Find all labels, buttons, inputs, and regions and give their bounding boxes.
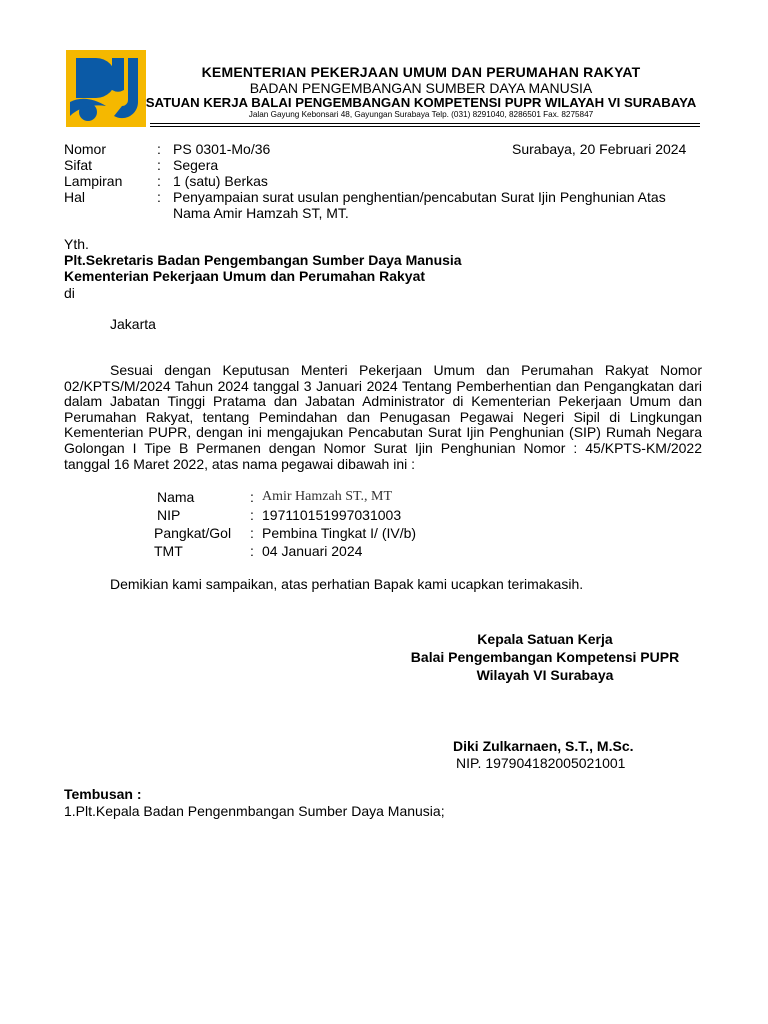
pangkat-value: Pembina Tingkat I/ (IV/b) bbox=[262, 525, 417, 541]
ministry-name: KEMENTERIAN PEKERJAAN UMUM DAN PERUMAHAN RAKYAT bbox=[201, 64, 641, 80]
letterhead-rule bbox=[150, 123, 700, 124]
nip-value: 197110151997031003 bbox=[262, 507, 402, 523]
unit-name: SATUAN KERJA BALAI PENGEMBANGAN KOMPETENSI PUPR WILAYAH VI SURABAYA bbox=[145, 95, 697, 110]
colon: : bbox=[157, 141, 161, 157]
place-date: Surabaya, 20 Februari 2024 bbox=[512, 141, 687, 157]
sifat-label: Sifat bbox=[64, 157, 93, 173]
colon: : bbox=[157, 189, 161, 205]
colon: : bbox=[250, 543, 254, 559]
signatory-nip: NIP. 197904182005021001 bbox=[456, 755, 626, 771]
colon: : bbox=[250, 525, 254, 541]
colon: : bbox=[157, 173, 161, 189]
colon: : bbox=[157, 157, 161, 173]
cc-label: Tembusan : bbox=[64, 786, 142, 802]
pangkat-label: Pangkat/Gol bbox=[154, 525, 232, 541]
hal-label: Hal bbox=[64, 189, 86, 205]
signatory-name: Diki Zulkarnaen, S.T., M.Sc. bbox=[453, 738, 634, 754]
sifat-value: Segera bbox=[173, 157, 219, 173]
body-paragraph: Sesuai dengan Keputusan Menteri Pekerjaan Umum dan Perumahan Rakyat Nomor 02/KPTS/M/2024 Tahun 2024 tanggal 3 Januari 2024 Tentang Pemberhentian dan Pengangkatan dari dalam Jabatan Tinggi Pratama dan Jabatan Administrator di Kementerian Pekerjaan Umum dan Perumahan Rakyat, tentang Pemindahan dan Penugasan Pegawai Negeri Sipil di Lingkungan Kementerian PUPR, dengan ini mengajukan Pencabutan Surat Ijin Penghunian (SIP) Rumah Negara Golongan I Tipe B Permanen dengan Nomor Surat Ijin Penghunian Nomor : 45/KPTS-KM/2022 tanggal 16 Maret 2022, atas nama pegawai dibawah ini : bbox=[64, 362, 702, 472]
recipient-city: Jakarta bbox=[110, 316, 156, 332]
nip-label: NIP bbox=[157, 507, 181, 523]
cc-item-1: 1.Plt.Kepala Badan Pengenmbangan Sumber Daya Manusia; bbox=[64, 803, 445, 819]
lampiran-value: 1 (satu) Berkas bbox=[173, 173, 268, 189]
tmt-label: TMT bbox=[154, 543, 183, 559]
closing-sentence: Demikian kami sampaikan, atas perhatian Bapak kami ucapkan terimakasih. bbox=[110, 576, 584, 592]
colon: : bbox=[250, 507, 254, 523]
recipient-di: di bbox=[64, 285, 75, 301]
pupr-logo bbox=[66, 50, 146, 127]
yth: Yth. bbox=[64, 236, 89, 252]
nama-value: Amir Hamzah ST., MT bbox=[262, 489, 392, 504]
hal-line-2: Nama Amir Hamzah ST, MT. bbox=[173, 205, 349, 221]
hal-line-1: Penyampaian surat usulan penghentian/pencabutan Surat Ijin Penghunian Atas bbox=[173, 189, 666, 205]
address: Jalan Gayung Kebonsari 48, Gayungan Surabaya Telp. (031) 8291040, 8286501 Fax. 8275847 bbox=[248, 110, 594, 119]
nomor-label: Nomor bbox=[64, 141, 107, 157]
nomor-value: PS 0301-Mo/36 bbox=[173, 141, 271, 157]
signature-title-2: Balai Pengembangan Kompetensi PUPR bbox=[410, 649, 680, 665]
tmt-value: 04 Januari 2024 bbox=[262, 543, 363, 559]
lampiran-label: Lampiran bbox=[64, 173, 123, 189]
recipient-line-1: Plt.Sekretaris Badan Pengembangan Sumber Daya Manusia bbox=[64, 252, 462, 268]
signature-title-1: Kepala Satuan Kerja bbox=[477, 631, 613, 647]
recipient-line-2: Kementerian Pekerjaan Umum dan Perumahan Rakyat bbox=[64, 268, 426, 284]
agency-name: BADAN PENGEMBANGAN SUMBER DAYA MANUSIA bbox=[249, 80, 593, 96]
colon: : bbox=[250, 489, 254, 505]
letterhead-rule-thin bbox=[150, 126, 700, 127]
signature-title-3: Wilayah VI Surabaya bbox=[476, 667, 614, 683]
nama-label: Nama bbox=[157, 489, 195, 505]
